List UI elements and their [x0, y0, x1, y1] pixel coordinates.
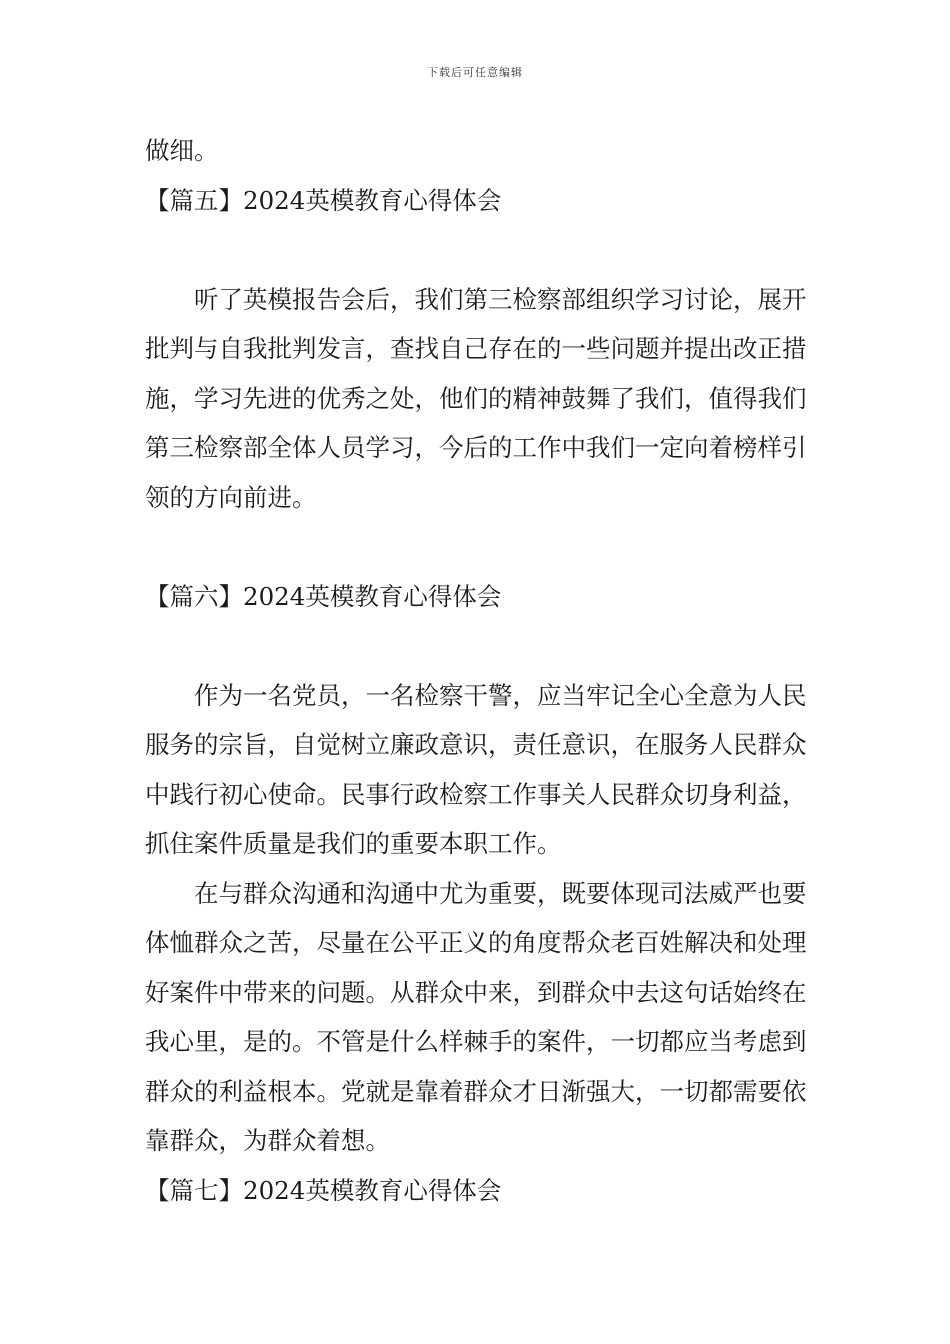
section-6-paragraph-2: 在与群众沟通和沟通中尤为重要，既要体现司法威严也要体恤群众之苦，尽量在公平正义的角度帮众老百姓解决和处理好案件中带来的问题。从群众中来，到群众中去这句话始终在我心里，是的。不管是什么样棘手的案件，一切都应当考虑到群众的利益根本。党就是靠着群众才日渐强大，一切都需要依靠群众，为群众着想。 — [145, 878, 807, 1155]
spacer — [145, 522, 807, 572]
page-header: 下载后可任意编辑 — [427, 66, 523, 79]
spacer — [145, 621, 807, 671]
section-heading-7: 【篇七】2024英模教育心得体会 — [145, 1175, 502, 1205]
spacer — [145, 225, 807, 275]
section-heading-6: 【篇六】2024英模教育心得体会 — [145, 581, 502, 611]
section-5-paragraph-1: 听了英模报告会后，我们第三检察部组织学习讨论，展开批判与自我批判发言，查找自己存在的一些问题并提出改正措施，学习先进的优秀之处，他们的精神鼓舞了我们，值得我们第三检察部全体人员学习，今后的工作中我们一定向着榜样引领的方向前进。 — [145, 284, 807, 512]
section-heading-5: 【篇五】2024英模教育心得体会 — [145, 185, 502, 215]
lead-text: 做细。 — [145, 136, 219, 165]
section-6-paragraph-1: 作为一名党员，一名检察干警，应当牢记全心全意为人民服务的宗旨，自觉树立廉政意识，责任意识，在服务人民群众中践行初心使命。民事行政检察工作事关人民群众切身利益，抓住案件质量是我们的重要本职工作。 — [145, 680, 807, 858]
document-body — [145, 126, 807, 1215]
